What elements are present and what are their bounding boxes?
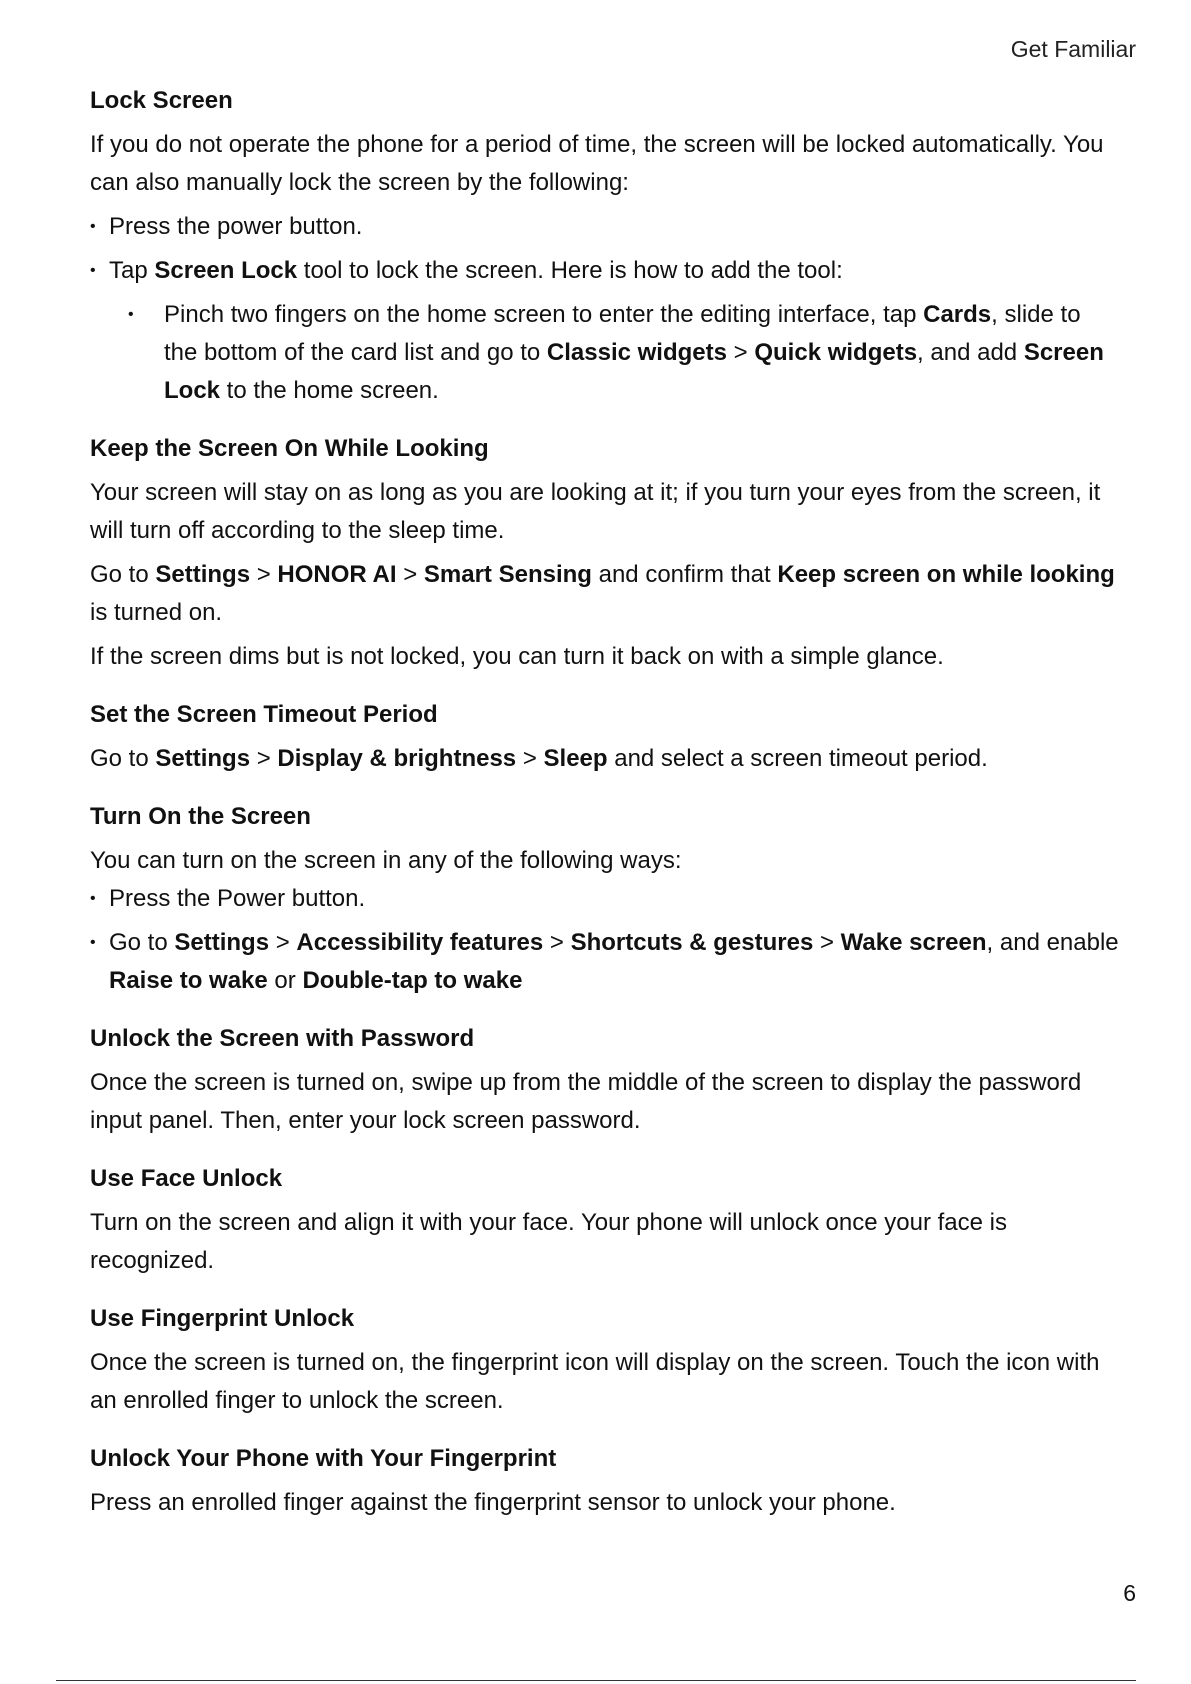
section-lock-screen <box>90 86 1120 410</box>
sub-bullet-list <box>109 296 1120 410</box>
section-title: Use Face Unlock <box>90 1165 283 1192</box>
section-title: Unlock Your Phone with Your Fingerprint <box>90 1445 557 1472</box>
section-fingerprint-unlock <box>90 1304 1120 1420</box>
list-item: • Pinch two fingers on the home screen to enter the editing interface, tap Cards, slide to the bottom of the card list and go to Classic widgets > Quick widgets, and add Screen Lock to the home screen. <box>109 296 1120 410</box>
list-item: • Go to Settings > Accessibility features > Shortcuts & gestures > Wake screen, and enable Raise to wake or Double-tap to wake <box>90 924 1120 1000</box>
paragraph: Turn on the screen and align it with your face. Your phone will unlock once your face is recognized. <box>90 1209 1007 1274</box>
section-title: Lock Screen <box>90 87 233 114</box>
paragraph: Once the screen is turned on, swipe up from the middle of the screen to display the password input panel. Then, enter your lock screen password. <box>90 1069 1082 1134</box>
paragraph: Your screen will stay on as long as you are looking at it; if you turn your eyes from the screen, it will turn off according to the sleep time. <box>90 479 1101 544</box>
page-content <box>90 86 1120 1546</box>
paragraph: Go to Settings > Display & brightness > Sleep and select a screen timeout period. <box>90 745 988 772</box>
paragraph: Once the screen is turned on, the fingerprint icon will display on the screen. Touch the icon with an enrolled finger to unlock the screen. <box>90 1349 1100 1414</box>
section-face-unlock <box>90 1164 1120 1280</box>
list-item: • Tap Screen Lock tool to lock the screen. Here is how to add the tool: • Pinch two fingers on the home screen to enter the editing interface, tap Cards, slide to the bottom of the card list and go to Classic widgets > Quick widgets, and add Screen Lock to the home screen. <box>90 252 1120 410</box>
paragraph: You can turn on the screen in any of the following ways: <box>90 847 682 874</box>
paragraph: If the screen dims but is not locked, you can turn it back on with a simple glance. <box>90 643 944 670</box>
list-item: • Press the power button. <box>90 208 1120 246</box>
paragraph: If you do not operate the phone for a period of time, the screen will be locked automatically. You can also manually lock the screen by the following: <box>90 131 1104 196</box>
page-number: 6 <box>1123 1580 1136 1606</box>
bullet-list <box>90 880 1120 1000</box>
section-title: Use Fingerprint Unlock <box>90 1305 355 1332</box>
paragraph: Press an enrolled finger against the fingerprint sensor to unlock your phone. <box>90 1489 896 1516</box>
section-title: Set the Screen Timeout Period <box>90 701 438 728</box>
section-password-unlock <box>90 1024 1120 1140</box>
section-turn-on-screen <box>90 802 1120 1000</box>
section-title: Turn On the Screen <box>90 803 311 830</box>
footer-divider <box>56 1680 1136 1681</box>
section-title: Unlock the Screen with Password <box>90 1025 475 1052</box>
list-item: • Press the Power button. <box>90 880 1120 918</box>
section-screen-timeout <box>90 700 1120 778</box>
section-keep-screen-on <box>90 434 1120 676</box>
chapter-header: Get Familiar <box>1010 36 1136 62</box>
section-title: Keep the Screen On While Looking <box>90 435 489 462</box>
bullet-list <box>90 208 1120 410</box>
paragraph: Go to Settings > HONOR AI > Smart Sensing and confirm that Keep screen on while looking is turned on. <box>90 561 1115 626</box>
section-fingerprint-phone-unlock <box>90 1444 1120 1522</box>
